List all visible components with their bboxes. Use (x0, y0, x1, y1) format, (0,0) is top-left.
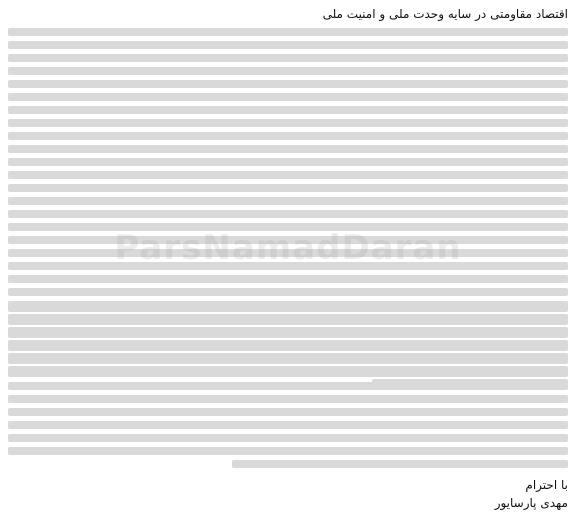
text-line (8, 288, 568, 296)
text-line (8, 421, 568, 429)
text-line (8, 106, 568, 114)
text-line (8, 28, 568, 36)
text-line (8, 275, 568, 283)
text-line (8, 67, 568, 75)
signature-name: مهدی پارسایور (494, 496, 568, 510)
text-line (8, 447, 568, 455)
text-line (232, 460, 568, 468)
text-line (8, 382, 568, 390)
text-line (8, 93, 568, 101)
text-line (8, 184, 568, 192)
text-line (8, 330, 568, 338)
text-line (8, 54, 568, 62)
text-line (8, 395, 568, 403)
watermark: ParsNamadDaran (114, 228, 462, 268)
text-line (8, 197, 568, 205)
text-line (8, 119, 568, 127)
text-line (8, 434, 568, 442)
text-line (8, 369, 568, 377)
text-line (8, 41, 568, 49)
text-line (8, 210, 568, 218)
text-line (8, 145, 568, 153)
page-title: اقتصاد مقاومتی در سایه وحدت ملی و امنیت ملی (322, 7, 568, 21)
text-line (8, 158, 568, 166)
text-line (8, 171, 568, 179)
signature-closing: با احترام (525, 478, 568, 492)
text-line (8, 80, 568, 88)
text-line (8, 304, 568, 312)
text-line (8, 132, 568, 140)
text-line (8, 317, 568, 325)
text-line (8, 343, 568, 351)
text-line (8, 408, 568, 416)
text-line (8, 356, 568, 364)
body-paragraph-2 (8, 304, 568, 473)
